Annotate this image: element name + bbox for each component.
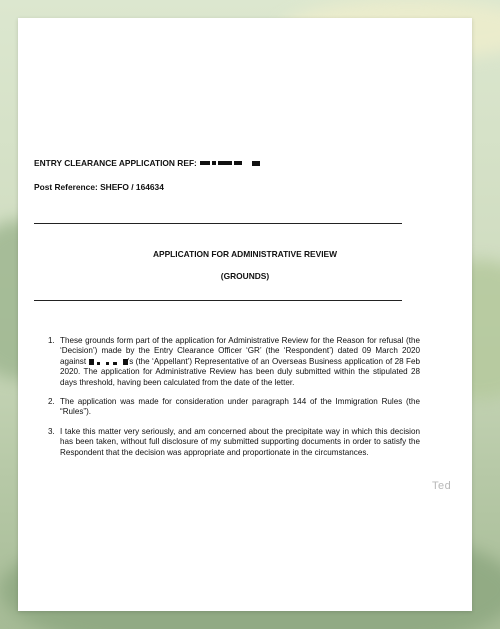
item-text: I take this matter very seriously, and am concerned about the precipitate way in which this decision has been taken, without full disclosure of my submitted supporting documents in order to satisfy the Respondent that the decision was appropriate and proportionate in the circumstances. [60,426,420,457]
item-number: 2. [48,397,55,407]
grounds-list [48,336,420,467]
item-number: 3. [48,426,55,436]
redaction-mark [212,161,216,165]
item-text: These grounds form part of the application for Administrative Review for the Reason for refusal (the ‘Decision’) made by the Entry Clearance Officer ‘GR’ (the ‘Respondent’) dated 09 March 2020 against [60,336,420,366]
redaction-mark [218,161,232,165]
list-item [48,427,420,458]
document-subtitle: (GROUNDS) [220,271,270,281]
item-text: The application was made for consideration under paragraph 144 of the Immigration Rules (the “Rules”). [60,397,420,417]
entry-clearance-ref [34,158,260,168]
redaction-mark [106,362,109,365]
item-text: ’s (the ‘Appellant’) Representative of an Overseas Business application of 28 Feb 2020. The application for Administrative Review has been duly submitted within the stipulated 28 days threshold, having been calculated from the date of the letter. [60,356,420,387]
item-number: 1. [48,336,55,345]
document-page [18,18,472,611]
document-title: APPLICATION FOR ADMINISTRATIVE REVIEW [152,249,338,259]
list-item [48,336,420,388]
watermark: Ted [432,480,452,492]
divider-line [34,223,402,224]
redaction-mark [252,161,260,166]
redaction-mark [234,161,242,165]
redaction-mark [89,359,94,365]
list-item [48,397,420,418]
redaction-mark [113,362,117,365]
ref-label: ENTRY CLEARANCE APPLICATION REF: [34,158,197,168]
divider-line [34,300,402,301]
redaction-mark [200,161,210,165]
redaction-mark [97,362,100,365]
post-reference: Post Reference: SHEFO / 164634 [34,182,164,192]
